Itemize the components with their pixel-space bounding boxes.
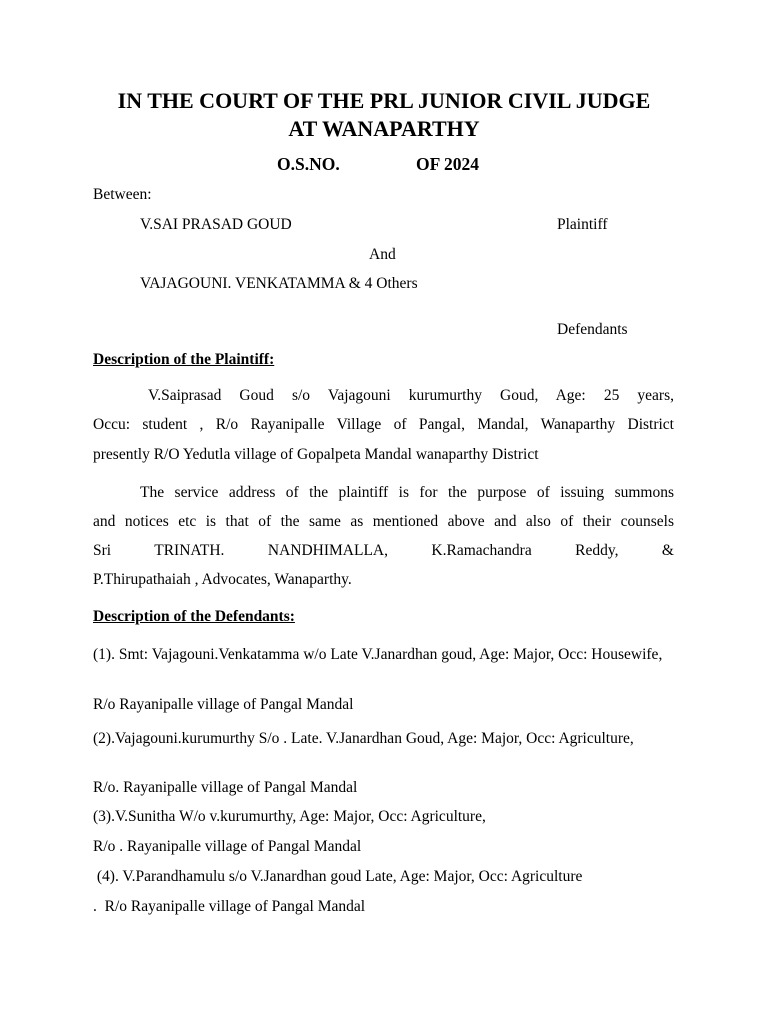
defendant-2	[93, 727, 674, 750]
service-line3-text: Sri TRINATH. NANDHIMALLA, K.Ramachandra Reddy, &	[93, 542, 674, 559]
plaintiff-desc-line1: V.Saiprasad Goud s/o Vajagouni kurumurthy Goud, Age: 25 years,	[148, 387, 674, 404]
service-line3	[93, 542, 674, 560]
defendants-heading: Description of the Defendants:	[93, 608, 295, 625]
defendant-3-address: R/o . Rayanipalle village of Pangal Mandal	[93, 838, 362, 855]
defendant-3: (3).V.Sunitha W/o v.kurumurthy, Age: Major, Occ: Agriculture,	[93, 808, 486, 825]
plaintiff-name: V.SAI PRASAD GOUD	[140, 216, 292, 233]
case-year: OF 2024	[416, 154, 480, 174]
and-label: And	[369, 246, 396, 263]
defendant-name: VAJAGOUNI. VENKATAMMA & 4 Others	[140, 275, 418, 292]
court-title-line1: IN THE COURT OF THE PRL JUNIOR CIVIL JUDGE	[117, 88, 651, 113]
defendant-4-address: . R/o Rayanipalle village of Pangal Mandal	[93, 898, 366, 915]
service-line1: The service address of the plaintiff is for the purpose of issuing summons	[140, 484, 674, 501]
defendant-1-text: (1). Smt: Vajagouni.Venkatamma w/o Late V.Janardhan goud, Age: Major, Occ: Housewife,	[93, 646, 663, 663]
service-line2: and notices etc is that of the same as mentioned above and also of their counsels	[93, 513, 674, 530]
defendant-2-text: (2).Vajagouni.kurumurthy S/o . Late. V.Janardhan Goud, Age: Major, Occ: Agriculture,	[93, 730, 634, 747]
plaintiff-desc-line3: presently R/O Yedutla village of Gopalpeta Mandal wanaparthy District	[93, 446, 539, 463]
between-label: Between:	[93, 186, 152, 203]
case-number-label: O.S.NO.	[277, 154, 340, 174]
court-title-line2: AT WANAPARTHY	[288, 116, 480, 141]
defendant-role: Defendants	[557, 321, 628, 338]
defendant-4: (4). V.Parandhamulu s/o V.Janardhan goud Late, Age: Major, Occ: Agriculture	[93, 868, 583, 885]
plaintiff-role: Plaintiff	[557, 216, 608, 233]
plaintiff-heading: Description of the Plaintiff:	[93, 351, 275, 368]
service-line4: P.Thirupathaiah , Advocates, Wanaparthy.	[93, 571, 352, 588]
defendant-1-address: R/o Rayanipalle village of Pangal Mandal	[93, 696, 354, 713]
defendant-1	[93, 643, 674, 666]
defendant-2-address: R/o. Rayanipalle village of Pangal Mandal	[93, 779, 358, 796]
plaintiff-desc-line2: Occu: student , R/o Rayanipalle Village of Pangal, Mandal, Wanaparthy District	[93, 416, 674, 433]
